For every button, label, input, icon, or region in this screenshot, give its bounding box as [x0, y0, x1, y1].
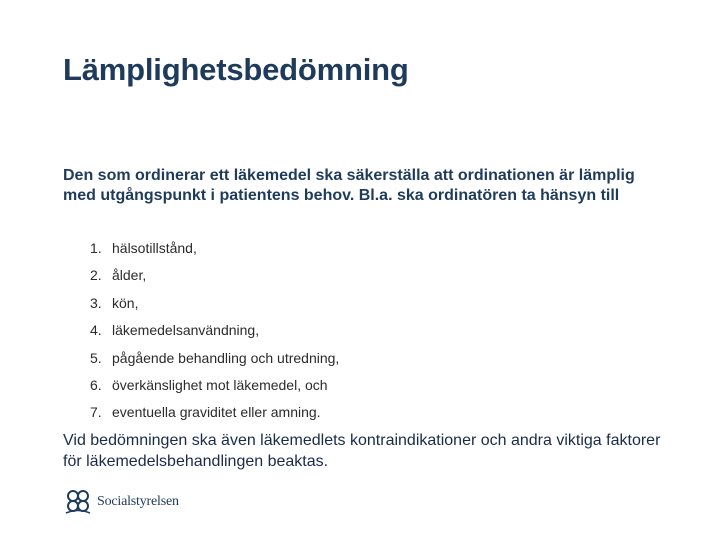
list-item-number: 5. — [90, 349, 102, 366]
list-item — [90, 265, 339, 292]
list-item — [90, 320, 339, 347]
list-item — [90, 348, 339, 375]
list-item-text: ålder, — [112, 267, 147, 284]
list-item — [90, 375, 339, 402]
list-item — [90, 293, 339, 320]
list-item-number: 1. — [90, 240, 102, 256]
list-item — [90, 402, 339, 429]
intro-paragraph: Den som ordinerar ett läkemedel ska säkerställa att ordinationen är lämplig med utgångspunkt i patientens behov. Bl.a. ska ordinatören ta hänsyn till — [63, 167, 635, 204]
list-item-number: 7. — [90, 404, 102, 421]
list-item-text: kön, — [112, 294, 139, 311]
list-item-number: 4. — [90, 322, 102, 339]
slide-title: Lämplighetsbedömning — [63, 52, 409, 87]
list-item-number: 3. — [90, 294, 102, 311]
list-item-number: 6. — [90, 376, 102, 393]
outro-paragraph: Vid bedömningen ska även läkemedlets kontraindikationer och andra viktiga faktorer för läkemedelsbehandlingen beaktas. — [63, 432, 661, 470]
list-item-number: 2. — [90, 267, 102, 284]
list-item-text: överkänslighet mot läkemedel, och — [112, 376, 328, 393]
factor-list — [90, 238, 339, 430]
list-item-text: hälsotillstånd, — [112, 240, 197, 256]
socialstyrelsen-emblem-icon — [63, 489, 93, 515]
logo-text: Socialstyrelsen — [97, 494, 179, 509]
socialstyrelsen-logo — [63, 485, 179, 519]
list-item — [90, 238, 339, 265]
list-item-text: eventuella graviditet eller amning. — [112, 404, 321, 421]
list-item-text: pågående behandling och utredning, — [112, 349, 340, 366]
list-item-text: läkemedelsanvändning, — [112, 322, 260, 339]
